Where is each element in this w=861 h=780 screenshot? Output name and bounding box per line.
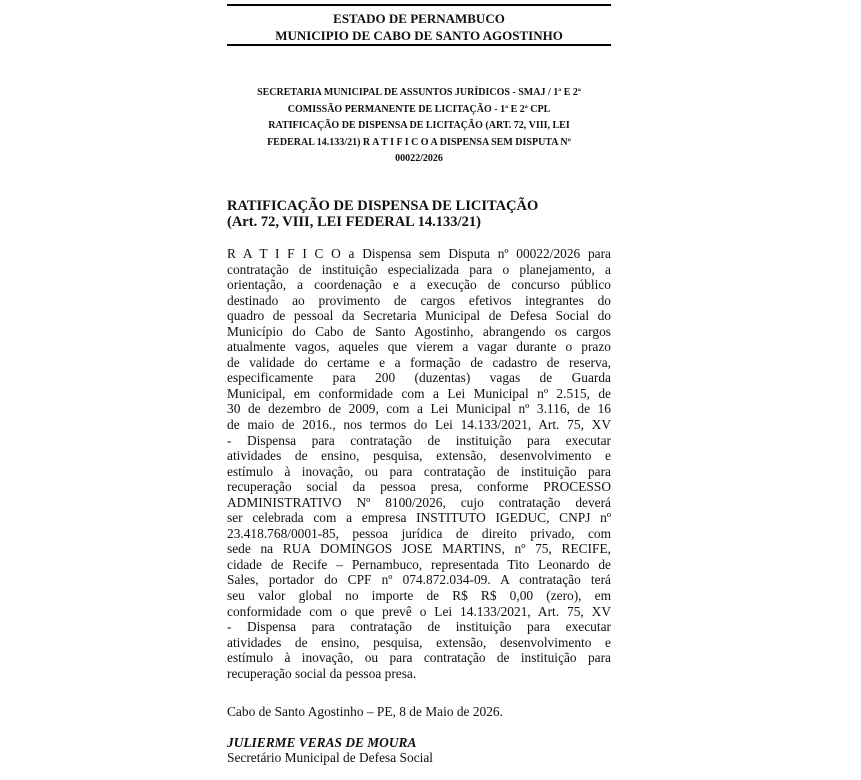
body-line: R A T I F I C O a Dispensa sem Disputa nº 00022/2026 para [227,246,611,261]
sub-header-line: 00022/2026 [395,153,443,164]
body-line: conformidade com o que prevê o Lei 14.133/2021, Art. 75, XV [227,603,611,619]
body-line: - Dispensa para contratação de instituição para executar [227,432,611,448]
sub-header-line: RATIFICAÇÃO DE DISPENSA DE LICITAÇÃO (ART. 72, VIII, LEI [268,120,570,131]
body-line: atividades de ensino, pesquisa, extensão, desenvolvimento e [227,448,611,464]
body-line: de maio de 2016., nos termos do Lei 14.133/2021, Art. 75, XV [227,417,611,433]
body-line: Municipal, em conformidade com a Lei Municipal nº 2.515, de [227,385,611,401]
document-header [227,4,611,46]
body-line: de validade do certame e a formação de cadastro de reserva, [227,354,611,370]
sub-header-line: COMISSÃO PERMANENTE DE LICITAÇÃO - 1ª E 2ª CPL [287,103,551,115]
body-line: 23.418.768/0001-85, pessoa jurídica de direito privado, com [227,525,611,541]
title-line: (Art. 72, VIII, LEI FEDERAL 14.133/21) [227,214,481,230]
sub-header-line: FEDERAL 14.133/21) R A T I F I C O A DISPENSA SEM DISPUTA Nº [267,136,571,148]
header-state: ESTADO DE PERNAMBUCO [333,11,505,26]
body-line: recuperação social da pessoa presa, conforme PROCESSO [227,479,611,495]
body-line: recuperação social da pessoa presa. [227,665,417,681]
body-line: quadro de pessoal da Secretaria Municipal de Defesa Social do [227,308,611,324]
body-line: Município do Cabo de Santo Agostinho, abrangendo os cargos [227,323,611,339]
body-line: ADMINISTRATIVO Nº 8100/2026, cujo contratação deverá [227,494,611,510]
body-line: ser celebrada com a empresa INSTITUTO IGEDUC, CNPJ nº [227,510,611,526]
body-line: 30 de dezembro de 2009, com a Lei Municipal nº 3.116, de 16 [227,401,611,417]
body-line: - Dispensa para contratação de instituição para executar [227,619,611,635]
body-line: especificamente para 200 (duzentas) vagas de Guarda [227,370,611,386]
signer-name: JULIERME VERAS DE MOURA [227,735,417,750]
body-line: sede na RUA DOMINGOS JOSE MARTINS, nº 75, RECIFE, [227,541,611,557]
place-and-date: Cabo de Santo Agostinho – PE, 8 de Maio de 2026. [227,704,503,719]
body-line: atualmente vagos, aqueles que vierem a vagar durante o prazo [227,339,611,355]
body-line: contratação de instituição especializada para o planejamento, a [227,261,611,277]
body-line: cidade de Recife – Pernambuco, representada Tito Leonardo de [227,556,611,572]
body-paragraph [227,246,611,681]
body-line: orientação, a coordenação e a execução de concurso público [227,277,611,293]
body-line: estímulo à inovação, ou para contratação de instituição para [227,650,611,666]
body-line: destinado ao provimento de cargos efetivos integrantes do [227,292,611,308]
title-line: RATIFICAÇÃO DE DISPENSA DE LICITAÇÃO [227,198,539,214]
body-line: atividades de ensino, pesquisa, extensão, desenvolvimento e [227,634,611,650]
header-municipality: MUNICIPIO DE CABO DE SANTO AGOSTINHO [275,28,563,43]
body-line: estímulo à inovação, ou para contratação de instituição para [227,463,611,479]
sub-header-line: SECRETARIA MUNICIPAL DE ASSUNTOS JURÍDICOS - SMAJ / 1ª E 2ª [257,87,581,98]
signer-role: Secretário Municipal de Defesa Social [227,750,433,765]
sub-header [227,85,611,168]
body-line: seu valor global no importe de R$ R$ 0,00 (zero), em [227,588,611,604]
document-title [227,198,611,230]
body-line: Sales, portador do CPF nº 074.872.034-09. A contratação terá [227,572,611,588]
